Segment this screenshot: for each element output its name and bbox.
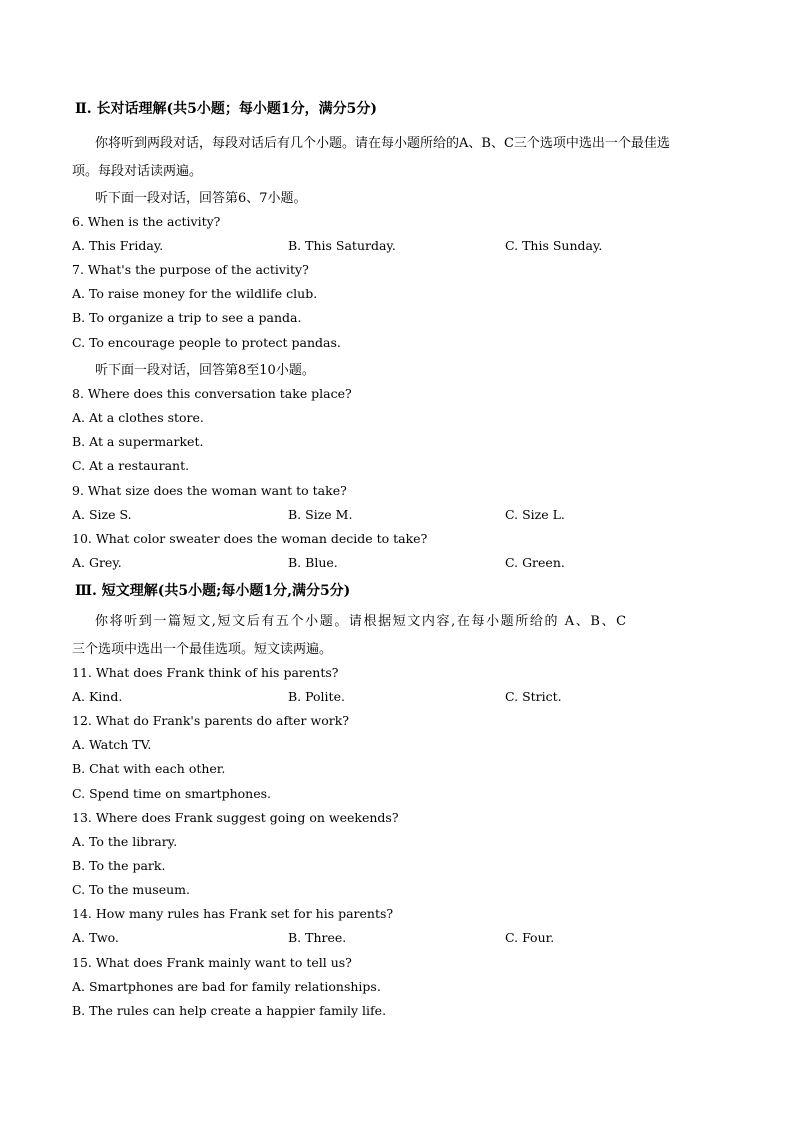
q8-stem: 8. Where does this conversation take place? [72, 386, 352, 401]
q11-option-a: A. Kind. [72, 689, 123, 704]
section2-heading: Ⅱ. 长对话理解(共5小题；每小题1分，满分5分) [75, 101, 378, 117]
q7-stem: 7. What's the purpose of the activity? [72, 262, 309, 277]
q7-option-b: B. To organize a trip to see a panda. [72, 310, 302, 325]
q12-option-b: B. Chat with each other. [72, 761, 226, 776]
dialog1-note: 听下面一段对话，回答第6、7小题。 [95, 191, 307, 206]
section3-intro-line2: 三个选项中选出一个最佳选项。短文读两遍。 [72, 642, 333, 657]
q13-stem: 13. Where does Frank suggest going on weekends? [72, 810, 399, 825]
q10-option-b: B. Blue. [288, 555, 338, 570]
section2-intro-line1: 你将听到两段对话，每段对话后有几个小题。请在每小题所给的A、B、C三个选项中选出一个最佳选 [95, 136, 670, 151]
q15-option-a: A. Smartphones are bad for family relationships. [72, 979, 381, 994]
q12-option-a: A. Watch TV. [72, 737, 152, 752]
q7-option-a: A. To raise money for the wildlife club. [72, 286, 318, 301]
q11-option-c: C. Strict. [505, 689, 562, 704]
q15-stem: 15. What does Frank mainly want to tell us? [72, 955, 352, 970]
section2-intro-line2: 项。每段对话读两遍。 [72, 164, 203, 179]
q9-option-a: A. Size S. [72, 507, 132, 522]
q6-option-c: C. This Sunday. [505, 238, 603, 253]
q9-option-b: B. Size M. [288, 507, 353, 522]
q8-option-c: C. At a restaurant. [72, 458, 190, 473]
q10-stem: 10. What color sweater does the woman decide to take? [72, 531, 428, 546]
q14-option-c: C. Four. [505, 930, 555, 945]
section3-heading: Ⅲ. 短文理解(共5小题;每小题1分,满分5分) [75, 583, 351, 599]
q10-option-a: A. Grey. [72, 555, 122, 570]
q6-option-a: A. This Friday. [72, 238, 164, 253]
q14-stem: 14. How many rules has Frank set for his parents? [72, 906, 394, 921]
q15-option-b: B. The rules can help create a happier family life. [72, 1003, 387, 1018]
q10-option-c: C. Green. [505, 555, 565, 570]
q9-stem: 9. What size does the woman want to take? [72, 483, 347, 498]
q8-option-a: A. At a clothes store. [72, 410, 204, 425]
q6-option-b: B. This Saturday. [288, 238, 396, 253]
q13-option-c: C. To the museum. [72, 882, 190, 897]
q9-option-c: C. Size L. [505, 507, 565, 522]
q11-stem: 11. What does Frank think of his parents? [72, 665, 339, 680]
q14-option-a: A. Two. [72, 930, 119, 945]
q6-stem: 6. When is the activity? [72, 214, 221, 229]
q13-option-b: B. To the park. [72, 858, 166, 873]
q7-option-c: C. To encourage people to protect pandas. [72, 335, 341, 350]
q12-stem: 12. What do Frank's parents do after work? [72, 713, 349, 728]
q12-option-c: C. Spend time on smartphones. [72, 786, 271, 801]
q14-option-b: B. Three. [288, 930, 347, 945]
section3-intro-line1: 你将听到一篇短文,短文后有五个小题。请根据短文内容,在每小题所给的 A、B、C [95, 614, 628, 629]
q8-option-b: B. At a supermarket. [72, 434, 204, 449]
q13-option-a: A. To the library. [72, 834, 178, 849]
dialog2-note: 听下面一段对话，回答第8至10小题。 [95, 363, 315, 378]
q11-option-b: B. Polite. [288, 689, 345, 704]
